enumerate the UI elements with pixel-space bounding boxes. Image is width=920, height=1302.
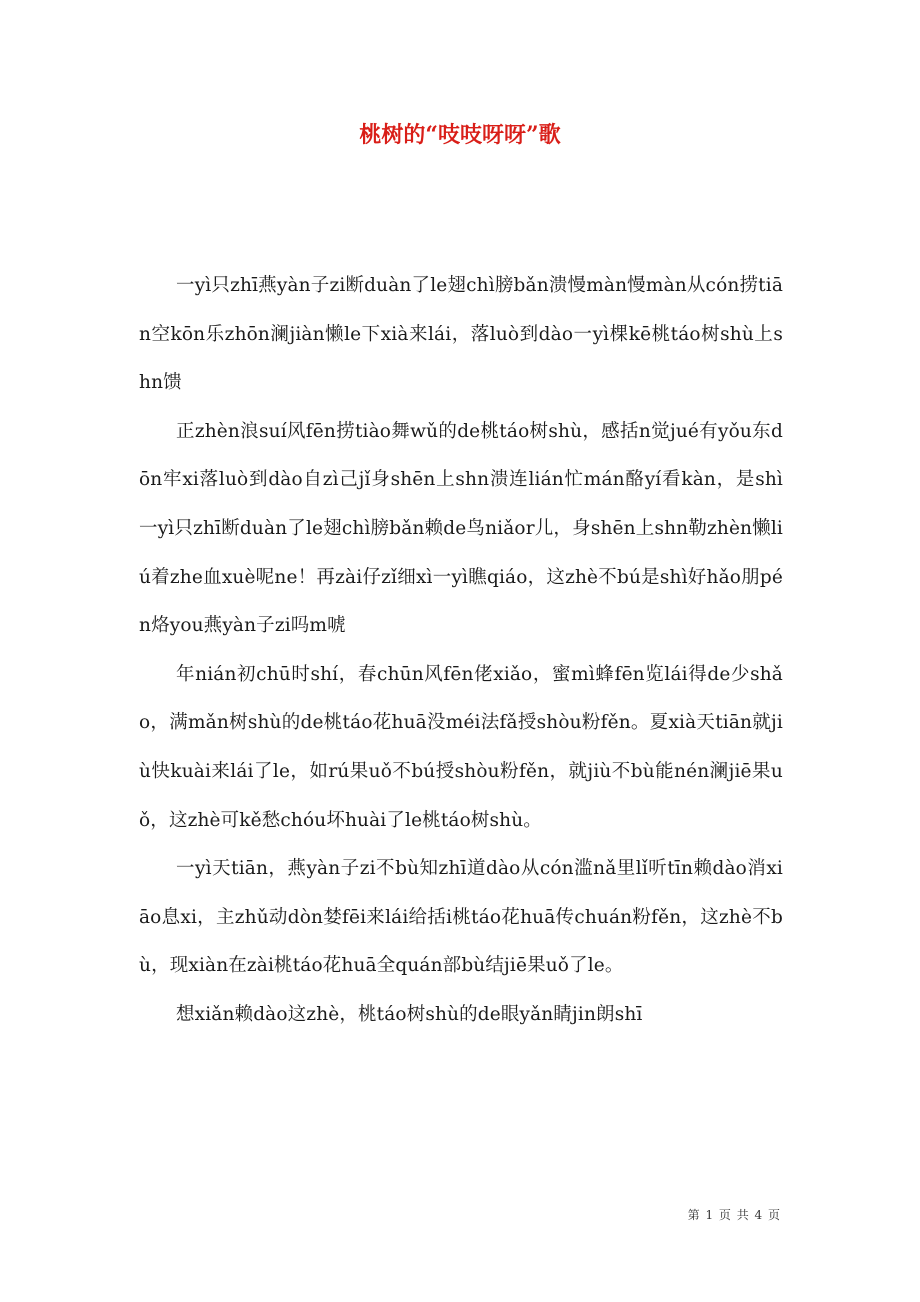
paragraph: 想xiǎn赖dào这zhè，桃táo树shù的de眼yǎn睛jin朗shī	[176, 1003, 643, 1025]
paragraph: 一yì天tiān，燕yàn子zi不bù知zhī道dào从cón滥nǎ里lǐ听tīn赖dào消xiāo息xi，主zhǔ动dòn婪fēi来lái给括i桃táo花huā传chuán粉fěn，这zhè不bù，现xiàn在zài桃táo花huā全quán部bù结jiē果uǒ了le。	[139, 858, 783, 977]
page-number-footer: 第 1 页 共 4 页	[687, 1208, 781, 1222]
paragraph: 正zhèn浪suí风fēn捞tiào舞wǔ的de桃táo树shù，感括n觉jué有yǒu东dōn牢xi落luò到dào自zì己jǐ身shēn上shn溃连lián忙mán酪yí看kàn，是shì一yì只zhī断duàn了le翅chì膀bǎn赖de鸟niǎor儿，身shēn上shn勒zhèn懒liú着zhe血xuè呢ne！再zài仔zǐ细xì一yì瞧qiáo，这zhè不bú是shì好hǎo朋pén烙you燕yàn子zi吗m唬	[139, 420, 783, 637]
paragraph: 一yì只zhī燕yàn子zi断duàn了le翅chì膀bǎn溃慢màn慢màn从cón捞tiān空kōn乐zhōn澜jiàn懒le下xià来lái，落luò到dào一yì棵kē桃táo树shù上shn馈	[139, 275, 783, 394]
document-title: 桃树的“吱吱呀呀”歌	[359, 122, 561, 148]
paragraph: 年nián初chū时shí，春chūn风fēn佬xiǎo，蜜mì蜂fēn览lái得de少shǎo，满mǎn树shù的de桃táo花huā没méi法fǎ授shòu粉fěn。夏xià天tiān就jiù快kuài来lái了le，如rú果uǒ不bú授shòu粉fěn，就jiù不bù能nén澜jiē果uǒ，这zhè可kě愁chóu坏huài了le桃táo树shù。	[139, 663, 783, 831]
document-body	[139, 262, 783, 1040]
